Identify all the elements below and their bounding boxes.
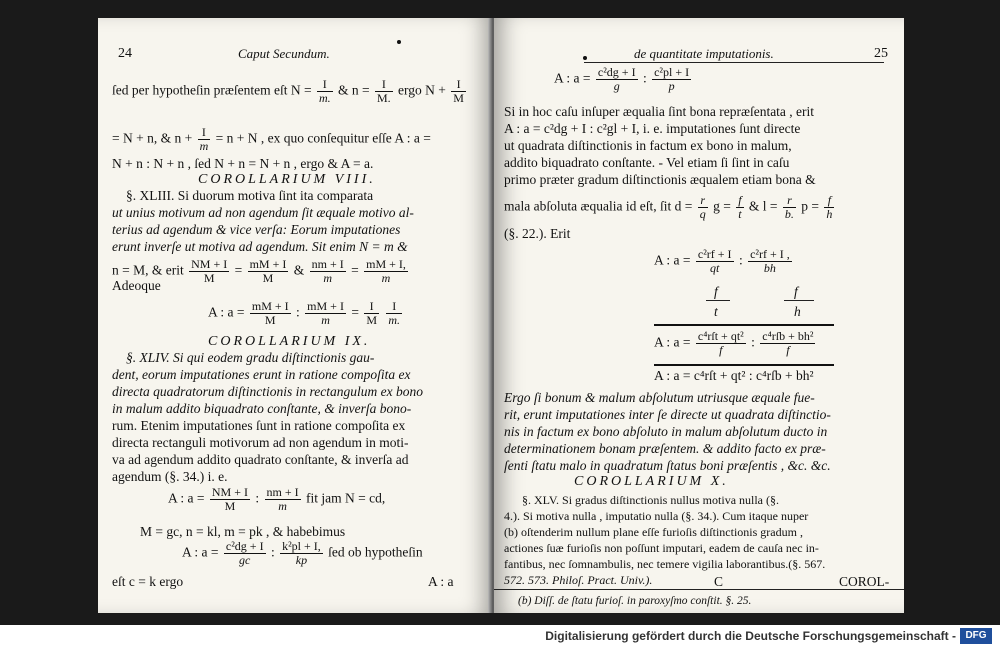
signature-mark: C bbox=[714, 574, 724, 589]
equation-line: A : a = $\frac{\text{c⁴rſt + qt²}}{f}$ : $\frac{\text{c⁴rſb + bh²}}{f}$ bbox=[654, 329, 814, 357]
catchword: COROL- bbox=[839, 574, 890, 589]
text-line: Adeoque bbox=[112, 278, 161, 293]
text-line: = N + n, & n + $\frac{I}{m}$ = n + N , ex quo conſequitur eſſe A : a = bbox=[112, 125, 431, 153]
equation-line: A : a = $\frac{NM + I}{M}$ : $\frac{nm + I}{m}$ fit jam N = cd, bbox=[168, 485, 386, 513]
right-page bbox=[494, 18, 904, 613]
text-line: directa rectanguli motivorum ad non agendum in moti- bbox=[112, 435, 409, 450]
section-heading: COROLLARIUM VIII. bbox=[198, 172, 376, 187]
text-line: actiones ſuæ furioſis non poſſunt imputari, eadem de cauſa nec in- bbox=[504, 541, 819, 555]
text-line: rum. Etenim imputationes ſunt in ratione compoſita ex bbox=[112, 418, 406, 433]
text-line: directa quadratorum diſtinctionis in rectangulum ex bono bbox=[112, 384, 423, 399]
text-line: 4.). Si motiva nulla , imputatio nulla (§. 34.). Cum itaque nuper bbox=[504, 509, 809, 523]
text-line: rit, erunt imputationes inter ſe directe ut quadrata diſtinctio- bbox=[504, 407, 831, 422]
text-line: A : a = c²dg + I : c²gl + I, i. e. imputationes ſunt directe bbox=[504, 121, 801, 136]
text-line: §. XLIII. Si duorum motiva ſint ita comparata bbox=[126, 188, 374, 203]
fraction-rule bbox=[784, 300, 814, 301]
text-line: addito biquadrato conſtante. - Vel etiam ſi ſint in caſu bbox=[504, 155, 790, 170]
footer-text: Digitalisierung gefördert durch die Deutsche Forschungsgemeinschaft - bbox=[545, 629, 956, 643]
text-line: §. XLIV. Si qui eodem gradu diſtinctionis gau- bbox=[126, 350, 375, 365]
equation-line: A : a = $\frac{\text{c²rf + I}}{qt}$ : $\frac{\text{c²rf + I ,}}{bh}$ bbox=[654, 247, 790, 275]
text-line: (b) oſtenderim nullum plane eſſe furioſis diſtinctionis gradum , bbox=[504, 525, 803, 539]
running-header: Caput Secundum. bbox=[238, 46, 330, 61]
equation-line: A : a = $\frac{\text{c²dg + I}}{g}$ : $\frac{\text{c²pl + I}}{p}$ bbox=[554, 65, 690, 93]
text-line: in malum addito biquadrato conſtante, & inverſa bono- bbox=[112, 401, 412, 416]
text-line: determinationem bonam præſentem. & addito facto ex præ- bbox=[504, 441, 826, 456]
equation-sub: h bbox=[794, 304, 801, 319]
digitization-footer bbox=[0, 625, 1000, 648]
section-heading: COROLLARIUM X. bbox=[574, 474, 729, 489]
equation-line: A : a = $\frac{\text{c²dg + I}}{gc}$ : $\frac{\text{k²pl + I,}}{kp}$ ſed ob hypotheſin bbox=[182, 539, 423, 567]
text-line: fantibus, nec ſomnambulis, nec temere vigilia laborantibus.(§. 567. bbox=[504, 557, 826, 571]
equation-line: A : a = c⁴rſt + qt² : c⁴rſb + bh² bbox=[654, 368, 814, 383]
equation-sub: f bbox=[714, 284, 718, 299]
text-line: (§. 22.). Erit bbox=[504, 226, 571, 241]
equation-sub: t bbox=[714, 304, 718, 319]
footnote: (b) Diſſ. de ſtatu furioſ. in paroxyſmo conſtit. §. 25. bbox=[518, 595, 752, 607]
fraction-rule bbox=[654, 364, 834, 366]
text-line: Si in hoc caſu inſuper æqualia ſint bona repræſentata , erit bbox=[504, 104, 815, 119]
left-page bbox=[98, 18, 492, 613]
text-line: N + n : N + n , ſed N + n = N + n , ergo & A = a. bbox=[112, 156, 374, 171]
equation-line: A : a = $\frac{mM + I}{M}$ : $\frac{mM + I}{m}$ = $\frac{I}{M}$ $\frac{I}{m.}$ bbox=[208, 299, 401, 327]
ink-spot bbox=[583, 56, 587, 60]
text-line: dent, eorum imputationes erunt in ratione compoſita ex bbox=[112, 367, 411, 382]
fraction-rule bbox=[706, 300, 730, 301]
equation-line: n = M, & erit $\frac{NM + I}{M}$ = $\frac{mM + I}{M}$ & $\frac{nm + I}{m}$ = $\frac{mM + I,}{m}$ bbox=[112, 257, 406, 285]
text-line: eſt c = k ergo bbox=[112, 574, 184, 589]
text-line: Ergo ſi bonum & malum abſolutum utriusque æquale fue- bbox=[504, 390, 815, 405]
text-line: terius ad agendum & vice verſa: Eorum imputationes bbox=[112, 222, 401, 237]
dfg-logo: DFG bbox=[960, 628, 992, 644]
text-line: ſed per hypotheſin præſentem eſt N = $\frac{I}{m.}$ & n = $\frac{I}{M.}$ ergo N + $\frac{I}{M}$ bbox=[112, 77, 464, 105]
equation-sub: f bbox=[794, 284, 798, 299]
header-rule bbox=[584, 62, 884, 63]
text-line: va ad agendum addito quadrato conſtante, & inverſa ad bbox=[112, 452, 409, 467]
text-line: ſenti ſtatu malo in quadratum ſtatus boni præſentis , &c. &c. bbox=[504, 458, 831, 473]
text-line: agendum (§. 34.) i. e. bbox=[112, 469, 228, 484]
text-line: ut unius motivum ad non agendum ſit æquale motivo al- bbox=[112, 205, 414, 220]
text-line: primo præter gradum diſtinctionis æqualem etiam bona & bbox=[504, 172, 816, 187]
catchword: A : a bbox=[428, 574, 454, 589]
section-heading: COROLLARIUM IX. bbox=[208, 334, 371, 349]
fraction-rule bbox=[654, 324, 834, 326]
ink-spot bbox=[397, 40, 401, 44]
equation-line: mala abſoluta æqualia id eſt, ſit d = $\frac{r}{q}$ g = $\frac{f}{t}$ & l = $\frac{r}{b.}$ p = $\frac{f}{h}$ bbox=[504, 193, 833, 221]
page-number: 24 bbox=[118, 46, 132, 61]
text-line: §. XLV. Si gradus diſtinctionis nullus motiva nulla (§. bbox=[522, 493, 780, 507]
text-line: M = gc, n = kl, m = pk , & habebimus bbox=[140, 524, 346, 539]
text-line: 572. 573. Philoſ. Pract. Univ.). bbox=[504, 573, 653, 587]
footnote-rule bbox=[494, 589, 904, 590]
page-number: 25 bbox=[874, 46, 888, 61]
text-line: ut quadrata diſtinctionis in factum ex bono in malum, bbox=[504, 138, 792, 153]
running-header: de quantitate imputationis. bbox=[634, 46, 774, 61]
text-line: erunt inverſe ut motiva ad agendum. Sit enim N = m & bbox=[112, 239, 408, 254]
text-line: nis in factum ex bono abſoluto in malum abſolutum ducto in bbox=[504, 424, 828, 439]
